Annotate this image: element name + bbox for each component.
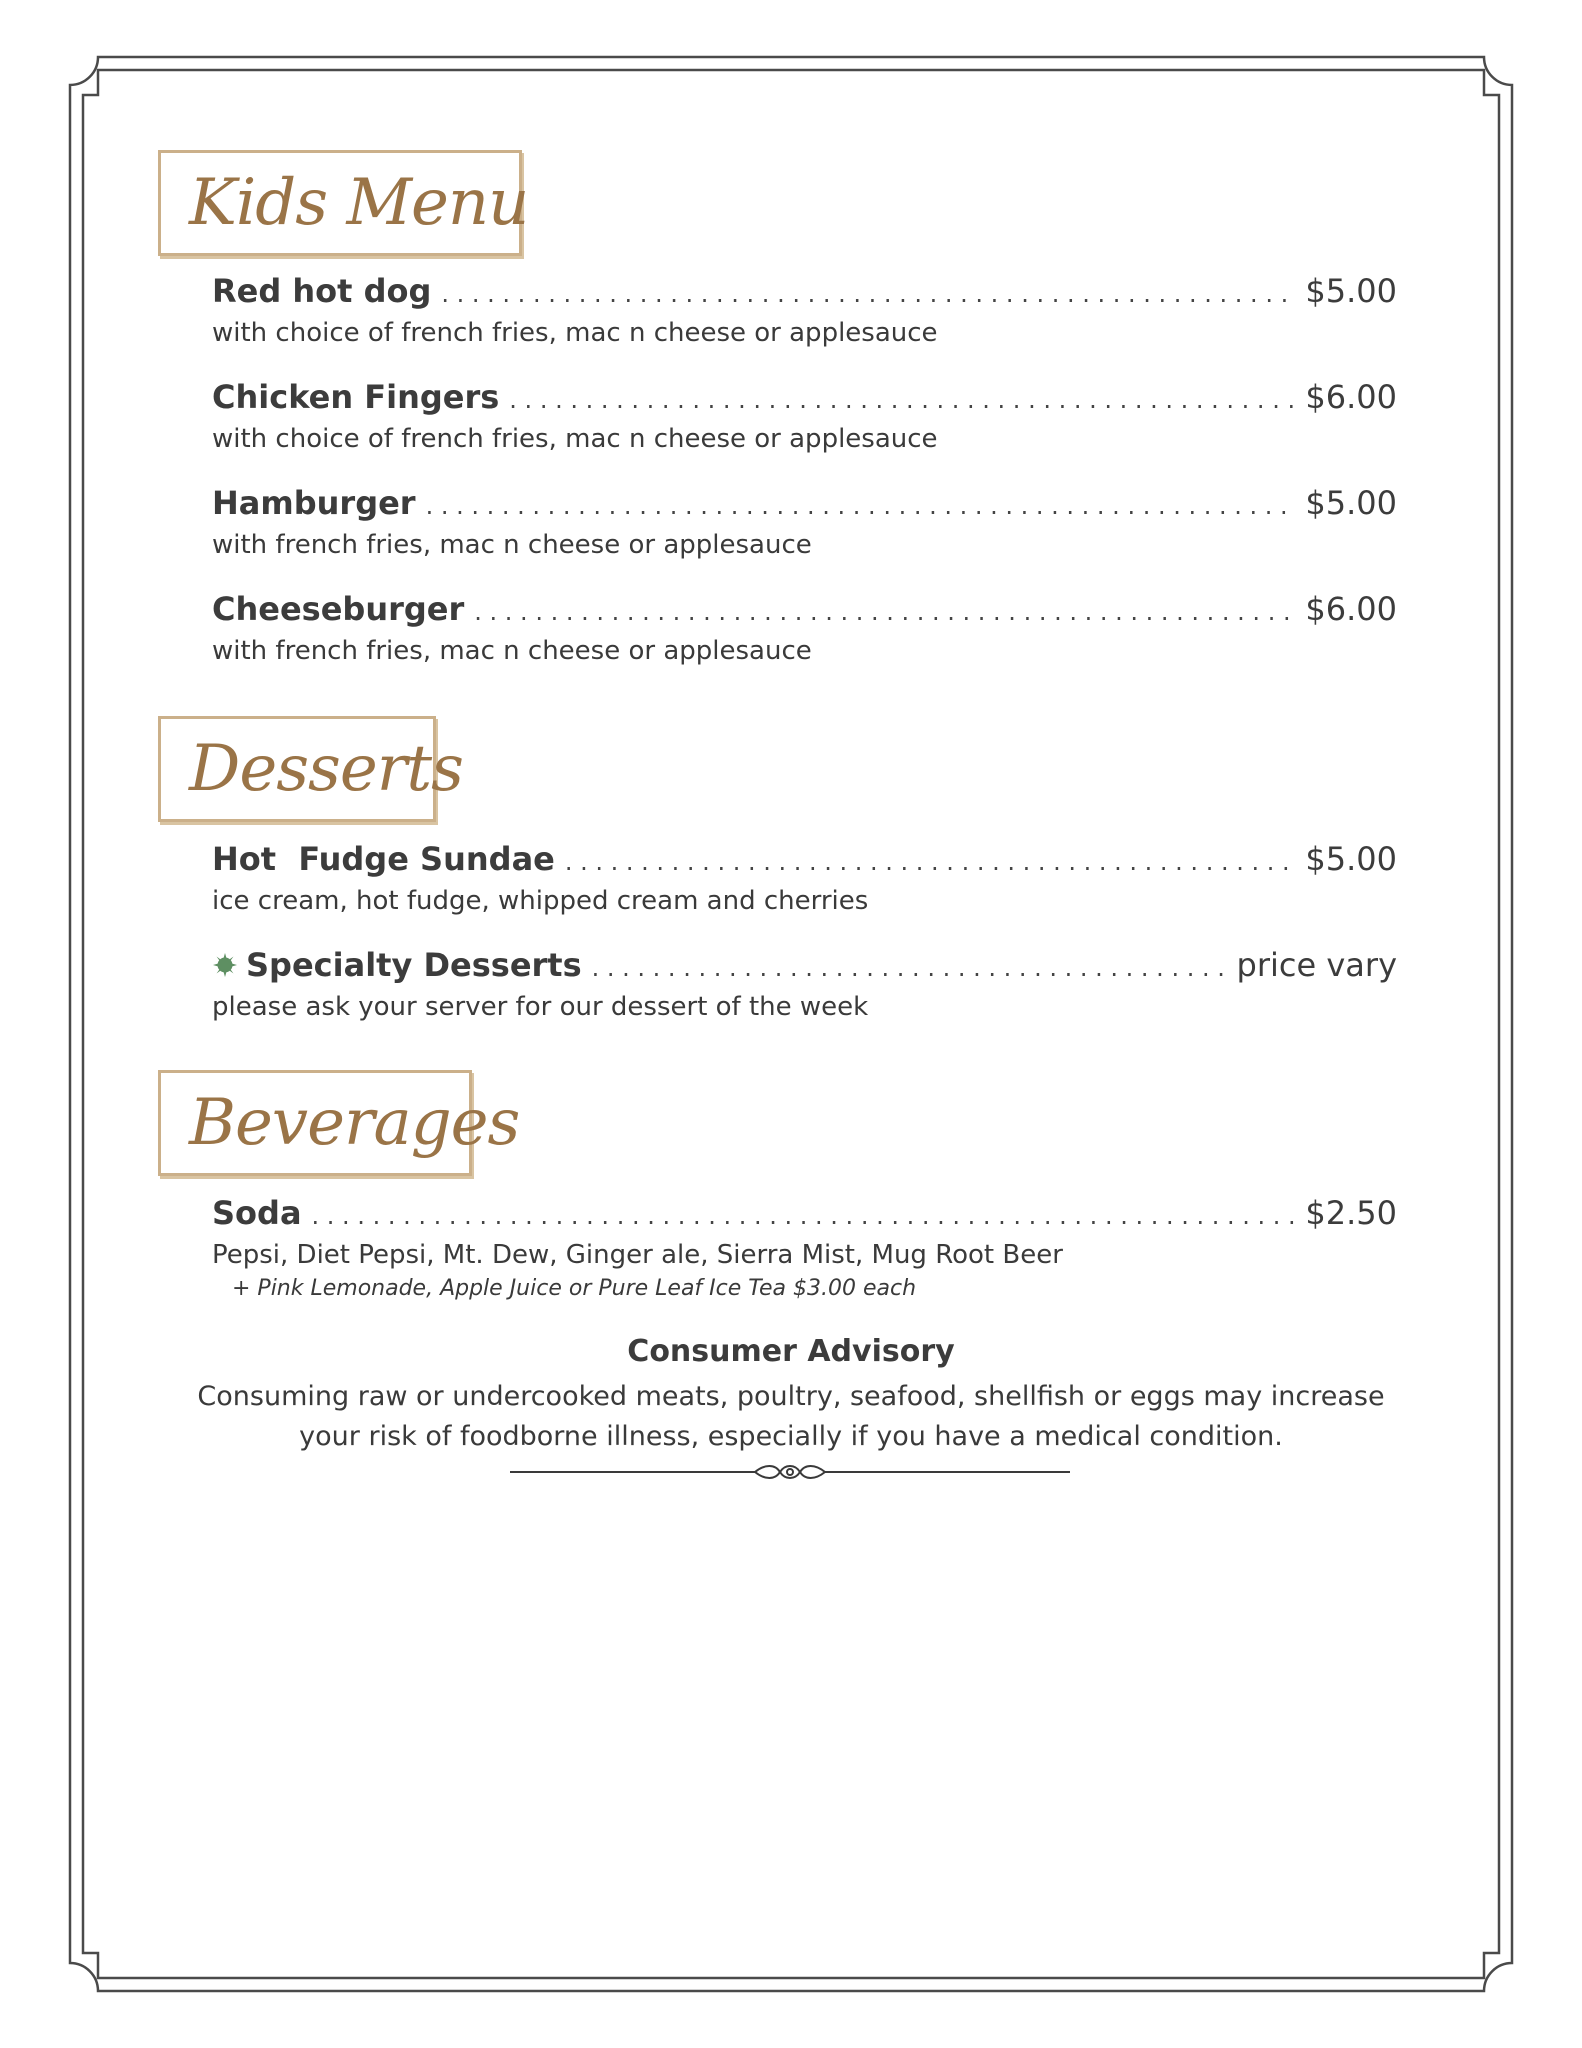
dot-leader	[474, 598, 1297, 626]
consumer-advisory	[0, 1334, 1582, 1457]
item-price: $6.00	[1305, 378, 1397, 416]
dot-leader	[441, 280, 1297, 308]
section-title: Kids Menu	[189, 166, 529, 240]
item-description: with french fries, mac n cheese or applesauce	[212, 636, 812, 666]
dot-leader	[565, 848, 1298, 876]
dot-leader	[426, 492, 1298, 520]
ornamental-divider	[510, 1462, 1070, 1482]
item-name: Red hot dog	[212, 272, 432, 310]
menu-item	[212, 946, 1397, 1022]
menu-item	[212, 484, 1397, 560]
item-name: Soda	[212, 1194, 302, 1232]
advisory-title: Consumer Advisory	[627, 1334, 955, 1369]
item-price: price vary	[1236, 946, 1397, 984]
item-description: with choice of french fries, mac n cheese or applesauce	[212, 424, 938, 454]
item-price: $5.00	[1305, 272, 1397, 310]
star-burst-icon	[212, 952, 238, 978]
item-description: with french fries, mac n cheese or applesauce	[212, 530, 812, 560]
item-price: $6.00	[1305, 590, 1397, 628]
section-title: Beverages	[189, 1086, 520, 1160]
advisory-line: Consuming raw or undercooked meats, poultry, seafood, shellfish or eggs may increase	[197, 1381, 1385, 1412]
kids-menu-header	[158, 150, 529, 256]
item-note: + Pink Lemonade, Apple Juice or Pure Leaf Ice Tea $3.00 each	[232, 1276, 917, 1301]
item-name: Chicken Fingers	[212, 378, 500, 416]
menu-item	[212, 378, 1397, 454]
item-price: $5.00	[1305, 840, 1397, 878]
desserts-header	[158, 716, 463, 822]
dot-leader	[509, 386, 1297, 414]
item-price: $5.00	[1305, 484, 1397, 522]
menu-item	[212, 272, 1397, 348]
item-price: $2.50	[1305, 1194, 1397, 1232]
dot-leader	[592, 954, 1229, 982]
item-name: Specialty Desserts	[246, 946, 582, 984]
dot-leader	[312, 1202, 1298, 1230]
menu-item	[212, 1194, 1397, 1301]
menu-item	[212, 840, 1397, 916]
menu-item	[212, 590, 1397, 666]
item-description: Pepsi, Diet Pepsi, Mt. Dew, Ginger ale, Sierra Mist, Mug Root Beer	[212, 1240, 1063, 1270]
item-description: ice cream, hot fudge, whipped cream and cherries	[212, 886, 869, 916]
advisory-text	[186, 1377, 1396, 1457]
beverages-header	[158, 1070, 520, 1176]
item-name: Hamburger	[212, 484, 416, 522]
item-name: Hot Fudge Sundae	[212, 840, 555, 878]
item-description: please ask your server for our dessert of the week	[212, 992, 869, 1022]
advisory-line: your risk of foodborne illness, especially if you have a medical condition.	[299, 1421, 1283, 1452]
item-description: with choice of french fries, mac n cheese or applesauce	[212, 318, 938, 348]
section-title: Desserts	[189, 732, 463, 806]
item-name: Cheeseburger	[212, 590, 465, 628]
